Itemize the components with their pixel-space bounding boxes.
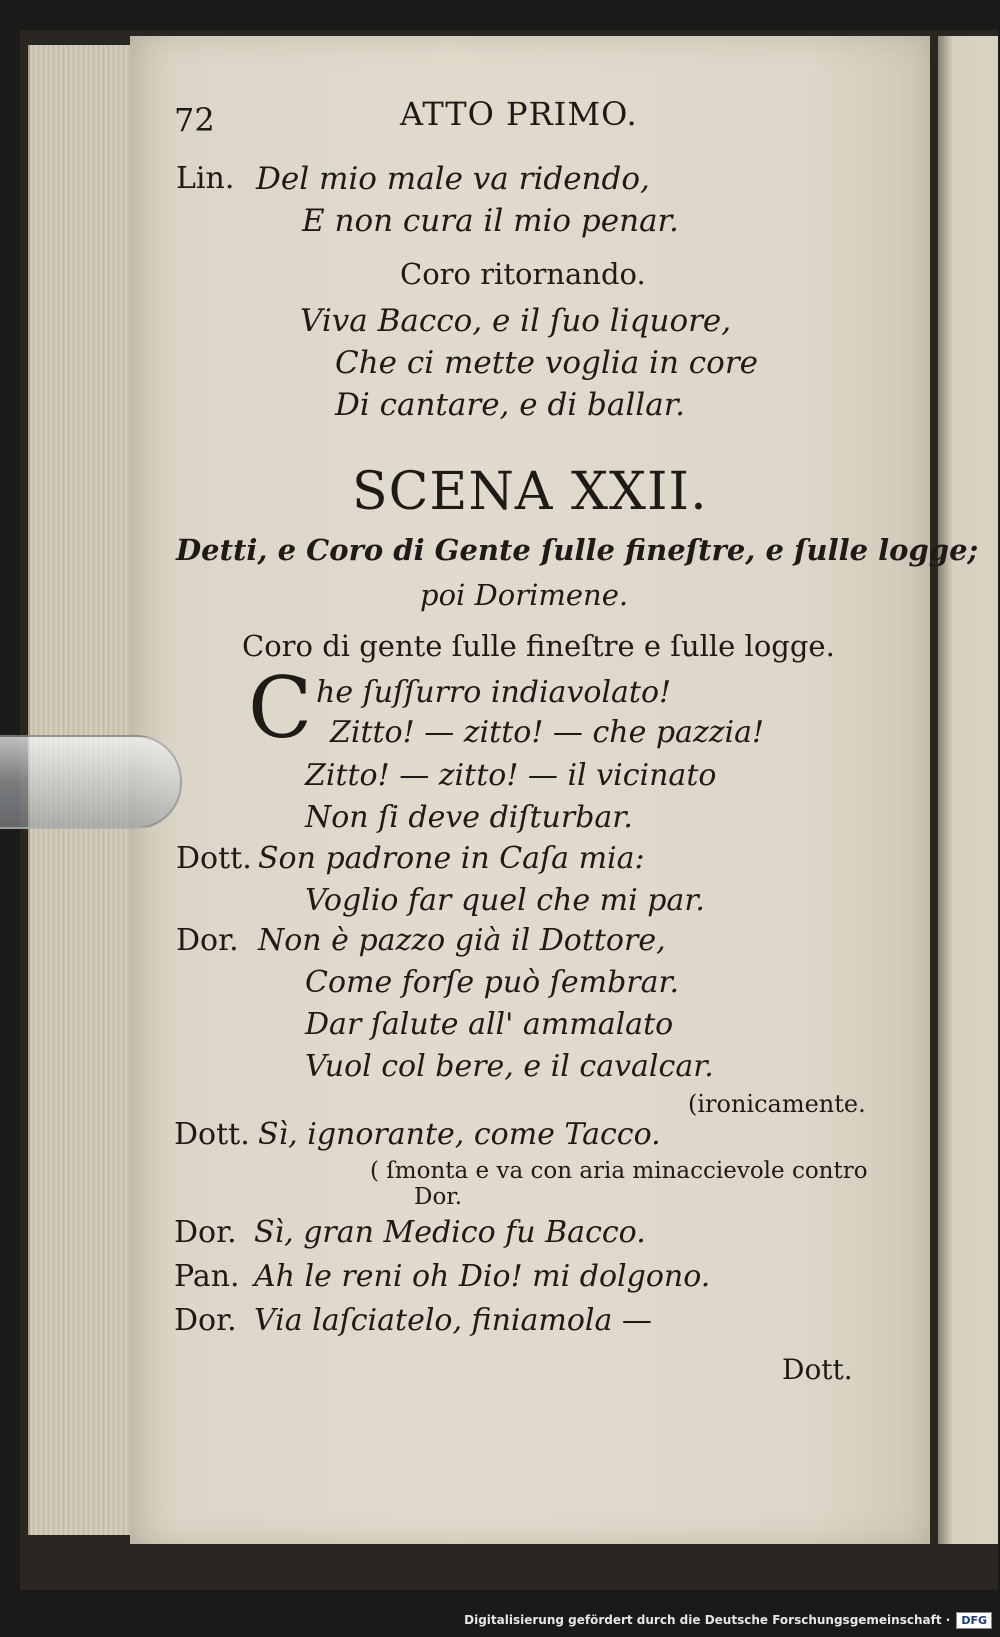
- verse-line: Vuol col bere, e il cavalcar.: [305, 1049, 714, 1084]
- speaker-dott: Dott.: [174, 1117, 250, 1152]
- verse-line: Zitto! — zitto! — che pazzia!: [330, 715, 765, 750]
- running-title: ATTO PRIMO.: [400, 95, 638, 133]
- verse-line: Voglio far quel che mi par.: [305, 883, 705, 918]
- verse-line: Non ſi deve diſturbar.: [305, 800, 633, 835]
- scene-title: SCENA XXII.: [352, 462, 708, 522]
- verse-line: Son padrone in Caſa mia:: [258, 841, 645, 876]
- stage-direction: ( ſmonta e va con aria minaccievole contro: [370, 1158, 868, 1184]
- verse-line: Dar ſalute all' ammalato: [305, 1007, 674, 1042]
- footer-credit-text: Digitalisierung gefördert durch die Deutsche Forschungsgemeinschaft ·: [464, 1613, 951, 1627]
- book-page: [130, 36, 979, 1544]
- speaker-dott: Dott.: [176, 841, 252, 876]
- verse-line: Zitto! — zitto! — il vicinato: [305, 758, 717, 793]
- verse-line: Sì, gran Medico fu Bacco.: [254, 1215, 646, 1250]
- verse-line: Sì, ignorante, come Tacco.: [258, 1117, 661, 1152]
- stage-direction: (ironicamente.: [688, 1090, 866, 1118]
- verse-line: E non cura il mio penar.: [302, 203, 679, 239]
- scene-description: Detti, e Coro di Gente ſulle fineſtre, e ſulle logge;: [176, 533, 979, 567]
- page-clip: [0, 735, 182, 829]
- catchword: Dott.: [782, 1353, 853, 1386]
- next-page-edge: [938, 36, 998, 1544]
- stage-direction: Coro di gente ſulle fineſtre e ſulle logge.: [242, 629, 835, 663]
- speaker-lin: Lin.: [176, 161, 235, 196]
- speaker-dor: Dor.: [174, 1215, 237, 1250]
- verse-line: Che ci mette voglia in core: [335, 345, 758, 381]
- verse-line: Viva Bacco, e il ſuo liquore,: [300, 303, 732, 339]
- footer-credit: [464, 1609, 992, 1631]
- speaker-pan: Pan.: [174, 1259, 240, 1294]
- speaker-dor: Dor.: [176, 923, 239, 958]
- dfg-logo: DFG: [956, 1612, 992, 1629]
- verse-line: Via laſciatelo, finiamola —: [254, 1303, 652, 1338]
- page-number: 72: [174, 101, 215, 139]
- verse-line: Non è pazzo già il Dottore,: [258, 923, 666, 958]
- stage-direction: Dor.: [414, 1184, 463, 1210]
- speaker-dor: Dor.: [174, 1303, 237, 1338]
- stage-direction: Coro ritornando.: [400, 257, 646, 291]
- verse-line: Del mio male va ridendo,: [256, 161, 650, 197]
- verse-line: he ſuſſurro indiavolato!: [316, 675, 672, 710]
- verse-line: Di cantare, e di ballar.: [335, 387, 685, 423]
- verse-line: Come forſe può ſembrar.: [305, 965, 680, 1000]
- scene-description: poi Dorimene.: [420, 578, 629, 612]
- verse-line: Ah le reni oh Dio! mi dolgono.: [254, 1259, 711, 1294]
- drop-cap: C: [248, 659, 313, 757]
